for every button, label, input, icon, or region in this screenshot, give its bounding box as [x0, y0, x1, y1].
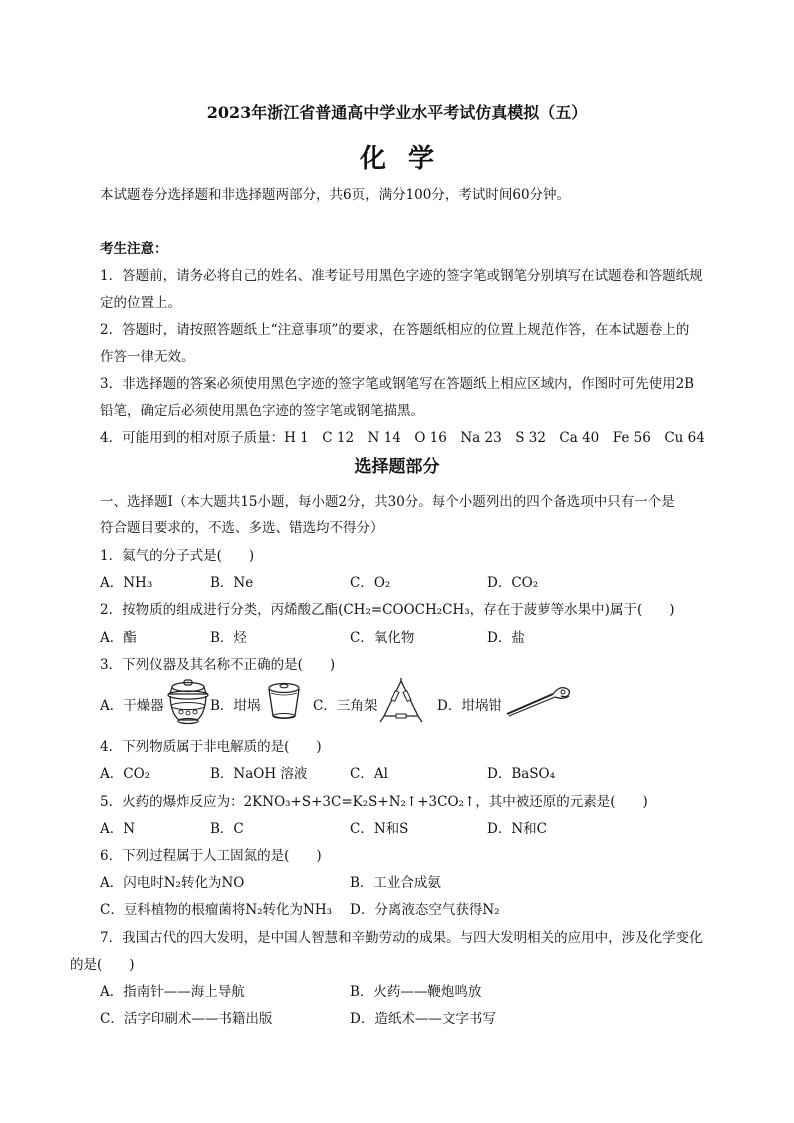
crucible-icon — [266, 680, 302, 722]
option-c: C．O₂ — [350, 575, 391, 591]
option-a: A．指南针——海上导航 — [100, 984, 245, 1000]
option-c: C．Al — [350, 766, 388, 782]
notice-line: 定的位置上。 — [100, 295, 181, 311]
question-stem: 5．火药的爆炸反应为：2KNO₃+S+3C=K₂S+N₂↑+3CO₂↑，其中被还原的元素是( ) — [100, 794, 648, 810]
option-d: D．N和C — [487, 821, 547, 837]
exam-intro: 本试题卷分选择题和非选择题两部分，共6页，满分100分，考试时间60分钟。 — [100, 187, 571, 203]
option-d: D．坩埚钳 — [437, 698, 502, 714]
option-c: C．N和S — [350, 821, 409, 837]
clay-triangle-icon — [378, 678, 424, 724]
option-d: D．造纸术——文字书写 — [350, 1011, 496, 1027]
option-b: B．Ne — [210, 575, 254, 591]
option-a: A．CO₂ — [100, 766, 151, 782]
option-c: C．三角架 — [313, 698, 378, 714]
option-d: D．分离液态空气获得N₂ — [350, 902, 500, 918]
notice-heading: 考生注意： — [100, 241, 168, 257]
notice-line: 3．非选择题的答案必须使用黑色字迹的签字笔或钢笔写在答题纸上相应区域内，作图时可先使用2B — [100, 376, 695, 392]
option-b: B．C — [210, 821, 244, 837]
option-d: D．BaSO₄ — [487, 766, 556, 782]
part-instructions: 一、选择题Ⅰ（本大题共15小题，每小题2分，共30分。每个小题列出的四个备选项中只有一个是 — [100, 494, 675, 510]
option-d: D．盐 — [487, 630, 525, 646]
question-stem: 2．按物质的组成进行分类，丙烯酸乙酯(CH₂=COOCH₂CH₃，存在于菠萝等水果中)属于( ) — [100, 602, 675, 618]
desiccator-icon — [165, 678, 211, 726]
part-instructions: 符合题目要求的，不选、多选、错选均不得分） — [100, 520, 384, 536]
question-stem: 6．下列过程属于人工固氮的是( ) — [100, 848, 322, 864]
option-a: A．N — [100, 821, 136, 837]
notice-line: 作答一律无效。 — [100, 349, 195, 365]
notice-line: 4．可能用到的相对原子质量：H 1 C 12 N 14 O 16 Na 23 S 32 Ca 40 Fe 56 Cu 64 — [100, 430, 705, 446]
notice-line: 2．答题时，请按照答题纸上“注意事项”的要求，在答题纸相应的位置上规范作答，在本试题卷上的 — [100, 322, 690, 338]
option-c: C．氧化物 — [350, 630, 415, 646]
crucible-tongs-icon — [505, 682, 575, 718]
option-a: A．NH₃ — [100, 575, 153, 591]
option-a: A．酯 — [100, 630, 137, 646]
notice-line: 铅笔，确定后必须使用黑色字迹的签字笔或钢笔描黑。 — [100, 403, 424, 419]
question-stem: 1．氦气的分子式是( ) — [100, 548, 255, 564]
option-b: B．坩埚 — [210, 698, 261, 714]
notice-line: 1．答题前，请务必将自己的姓名、准考证号用黑色字迹的签字笔或钢笔分别填写在试题卷和答题纸规 — [100, 268, 703, 284]
question-stem: 4．下列物质属于非电解质的是( ) — [100, 739, 322, 755]
question-stem: 的是( ) — [70, 957, 135, 973]
option-c: C．活字印刷术——书籍出版 — [100, 1011, 273, 1027]
option-b: B．火药——鞭炮鸣放 — [350, 984, 482, 1000]
question-stem: 7．我国古代的四大发明，是中国人智慧和辛勤劳动的成果。与四大发明相关的应用中，涉及化学变化 — [100, 930, 703, 946]
option-b: B．烃 — [210, 630, 247, 646]
option-b: B．NaOH 溶液 — [210, 766, 308, 782]
option-b: B．工业合成氨 — [350, 875, 441, 891]
section-title: 选择题部分 — [354, 457, 440, 477]
option-a: A．干燥器 — [100, 698, 164, 714]
page-title: 2023年浙江省普通高中学业水平考试仿真模拟（五） — [206, 103, 588, 122]
option-c: C．豆科植物的根瘤菌将N₂转化为NH₃ — [100, 902, 333, 918]
subject-title: 化学 — [359, 144, 456, 174]
option-d: D．CO₂ — [487, 575, 539, 591]
option-a: A．闪电时N₂转化为NO — [100, 875, 245, 891]
question-stem: 3．下列仪器及其名称不正确的是( ) — [100, 657, 336, 673]
